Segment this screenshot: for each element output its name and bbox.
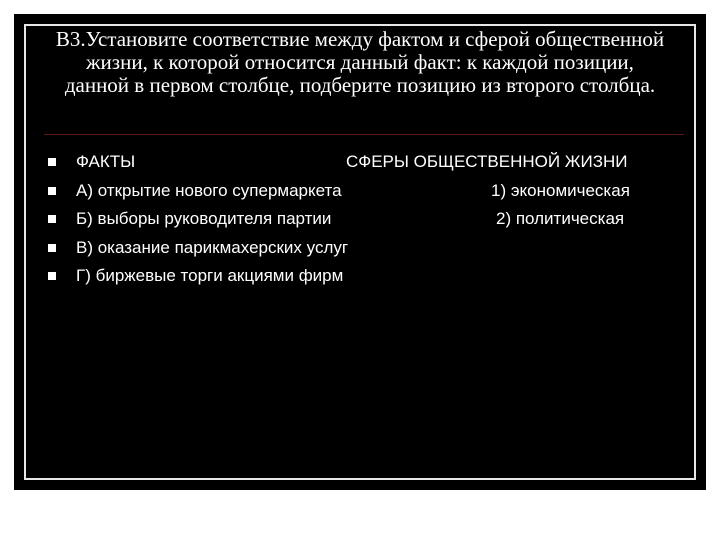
fact-b: Б) выборы руководителя партии bbox=[76, 209, 332, 228]
spheres-header: СФЕРЫ ОБЩЕСТВЕННОЙ ЖИЗНИ bbox=[346, 152, 628, 171]
list-item bbox=[48, 264, 688, 293]
sphere-1: 1) экономическая bbox=[491, 180, 630, 200]
list-item bbox=[48, 207, 688, 236]
fact-g: Г) биржевые торги акциями фирм bbox=[76, 266, 344, 285]
slide-title: В3.Установите соответствие между фактом и сферой общественной жизни, к которой относится данный факт: к каждой позиции, данной в первом столбце, подберите позицию из второго столбца. bbox=[55, 27, 665, 97]
square-bullet-icon bbox=[48, 158, 56, 166]
slide bbox=[14, 14, 706, 490]
list-item-header bbox=[48, 150, 688, 179]
title-divider bbox=[44, 134, 684, 135]
square-bullet-icon bbox=[48, 215, 56, 223]
sphere-2: 2) политическая bbox=[496, 209, 625, 228]
fact-v: В) оказание парикмахерских услуг bbox=[76, 237, 349, 257]
fact-a: А) открытие нового супермаркета bbox=[76, 180, 342, 200]
square-bullet-icon bbox=[48, 272, 56, 280]
bullet-list bbox=[48, 150, 688, 293]
facts-header: ФАКТЫ bbox=[76, 152, 136, 171]
square-bullet-icon bbox=[48, 187, 56, 195]
list-item bbox=[48, 179, 688, 208]
list-item bbox=[48, 236, 688, 265]
square-bullet-icon bbox=[48, 244, 56, 252]
